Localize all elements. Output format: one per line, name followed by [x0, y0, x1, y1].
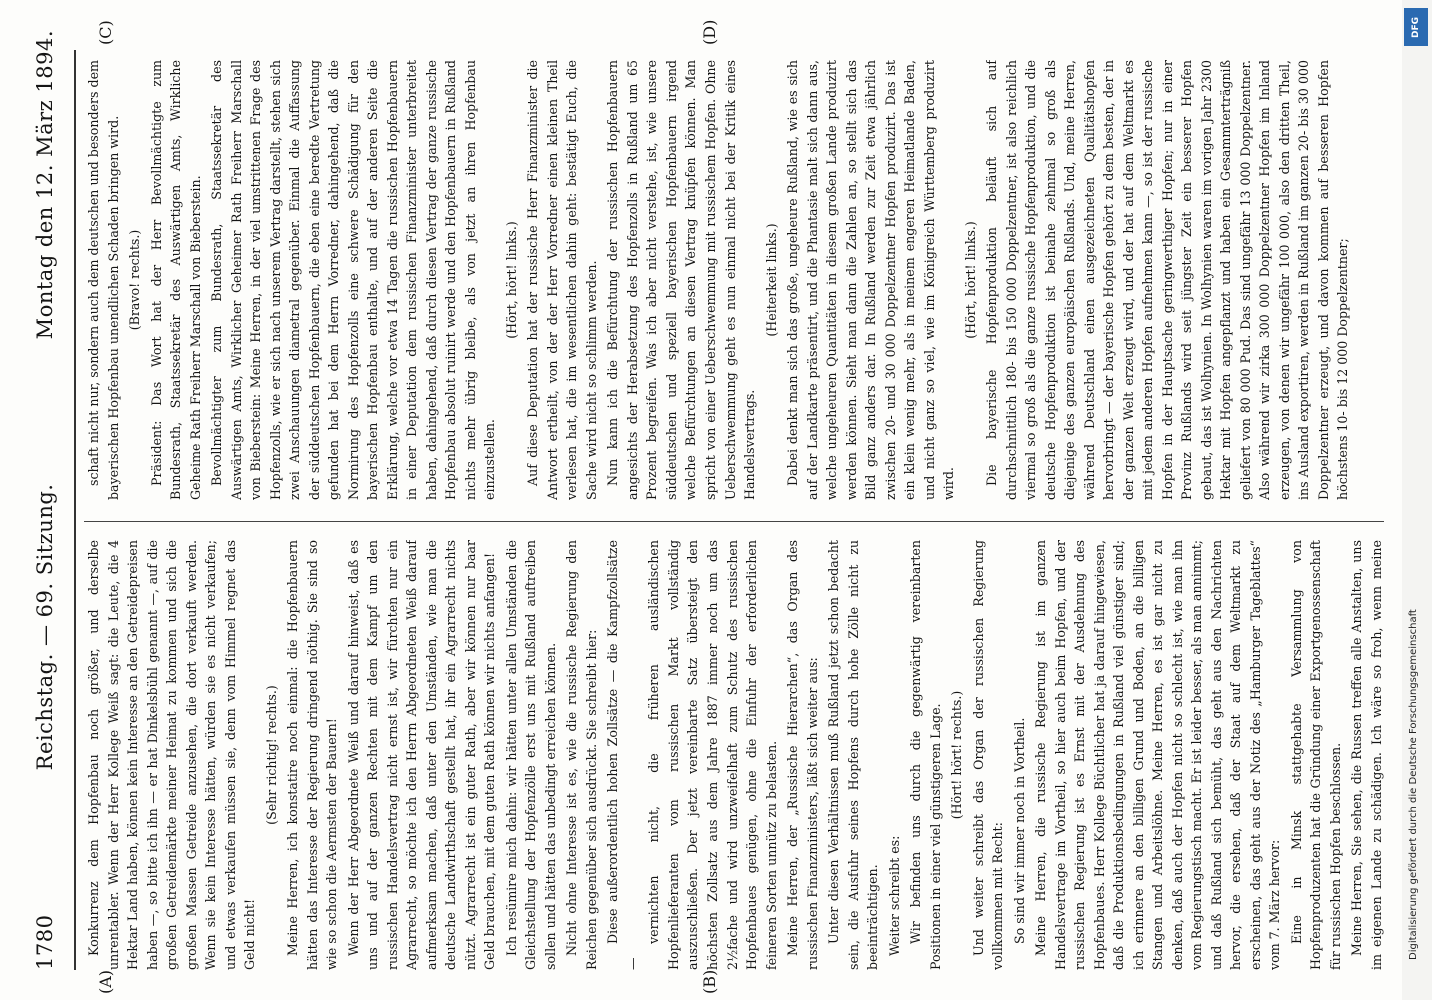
margin-mark-b: (B) [700, 969, 719, 994]
page-number: 1780 [33, 914, 57, 970]
paragraph: Nicht ohne Interesse ist es, wie die russische Regierung den Reichen gegenüber sich ausdrückt. Sie schreibt hier: [564, 540, 599, 970]
paragraph: Wenn der Herr Abgeordnete Weiß und darauf hinweist, daß es uns und auf der ganzen Rechten mit dem Kampf um den russischen Handelsvertrag nicht ernst ist, wir fürchten nur ein Agrarrecht, so möchte ich den Herrn Abgeordneten Weiß darauf aufmerksam machen, daß unter den Umständen, wie man die deutsche Landwirthschaft gestellt hat, ihr ein Agrarrecht nichts nützt. Agrarrecht ist ein guter Rath, aber wir können nur baar Geld brauchen, mit dem guten Rath können wir nichts anfangen! [345, 540, 498, 970]
digitization-credit: Digitalisierung gefördert durch die Deutsche Forschungsgemeinschaft [1408, 609, 1419, 960]
interjection: (Sehr richtig! rechts.) [263, 685, 279, 825]
interjection: (Heiterkeit links.) [763, 223, 779, 337]
header-rule [74, 50, 76, 970]
quotation: Unter diesen Verhältnissen muß Rußland jetzt schon bedacht sein, die Ausfuhr seines Hopfens durch hohe Zölle nicht zu beeinträchtigen. [826, 540, 881, 970]
margin-mark-d: (D) [700, 19, 719, 45]
paragraph: Meine Herren, die russische Regierung ist im ganzen Handelsvertrage im Vortheil, so hier auch beim Hopfen, und der russischen Regierung ist es Ernst mit der Ausdehnung des Hopfenbaues. Herr Kollege Büchtlicher hat ja darauf hingewiesen, daß die Produktionsbedingungen in Rußland viel günstiger sind; ich erinnere an den billigen Grund und Boden, an die billigen Stangen und Arbeitslöhne. Meine Herren, es ist gar nicht zu denken, daß auch der Hopfen nicht so schlecht ist, wie man ihn vom Regierungstisch macht. Er ist leider besser, als man annimmt; und daß Rußland sich bemüht, das geht aus den Nachrichten hervor, die ersehen, daß der Staat auf dem Weltmarkt zu erscheinen, das geht aus der Notiz des „Hamburger Tageblattes“ vom 7. März hervor: [1033, 540, 1283, 970]
paragraph: Weiter schreibt es: [886, 835, 902, 956]
paragraph: Bevollmächtigter zum Bundesrath, Staatssekretär des Auswärtigen Amts, Wirklicher Geheimer Rath Freiherr Marschall von Bieberstein: Meine Herren, in der viel umstrittenen Frage des Hopfenzolls, wie er sich nach unserem Vertrag darstellt, stehen sich zwei Anschauungen diametral gegenüber. Einmal die Auffassung der süddeutschen Hopfenbauern, die eben eine beredte Vertretung gefunden hat bei dem Herrn Vorredner, dahingehend, daß die Normirung des Hopfenzolls eine schwere Schädigung für den bayerischen Hopfenbau enthalte, und auf der anderen Seite die Erklärung, welche vor etwa 14 Tagen die russischen Hopfenbauern in einer Deputation dem russischen Finanzminister unterbreitet haben, dahingehend, daß durch diesen Vertrag der ganze russische Hopfenbau absolut ruinirt werde und den Hopfenbauern in Rußland nichts mehr übrig bleibe, als von jetzt an ihren Hopfenbau einzustellen. [209, 60, 498, 500]
margin-mark-c: (C) [96, 20, 115, 45]
paragraph: Meine Herren, der „Russische Hierarchen“, das Organ des russischen Finanzministers, läßt sich weiter aus: [785, 540, 820, 970]
paragraph: Auf diese Deputation hat der russische Herr Finanzminister die Antwort ertheilt, von der der Herr Vorredner einen kleinen Theil verlesen hat, die im wesentlichen dahin geht: bestätigt Euch, die Sache wird nicht so schlimm werden. [525, 60, 599, 500]
quotation: Wir befinden uns durch die gegenwärtig vereinbarten Positionen in einer viel günstigeren Lage. [908, 540, 943, 970]
quotation: Diese außerordentlich hohen Zollsätze — die Kampfzollsätze — [605, 540, 640, 970]
paragraph: Dabei denkt man sich das große, ungeheure Rußland, wie es sich auf der Landkarte präsentirt, und die Phantasie malt sich dann aus, welche ungeheuren Quantitäten in diesem großen Lande produzirt werden können. Sieht man dann die Zahlen an, so stellt sich das Bild ganz anders dar. In Rußland werden zur Zeit etwa jährlich zwischen 20- und 30 000 Doppelzentner Hopfen produzirt. Das ist ein klein wenig mehr, als in meinem engeren Heimatlande Baden, und nicht ganz so viel, wie im Königreich Württemberg produzirt wird. [785, 60, 957, 500]
margin-mark-a: (A) [96, 969, 115, 994]
interjection: (Hört, hört! links.) [962, 221, 978, 339]
paragraph: Und weiter schreibt das Organ der russischen Regierung vollkommen mit Recht: [970, 540, 1006, 970]
quotation: vernichten nicht, die früheren ausländischen Hopfenlieferanten vom russischen Markt vollständig auszuschließen. Der jetzt vereinbarte Satz übersteigt den höchsten Zollsatz aus dem Jahre 1887 immer noch um das 2½fache und wird unzweifelhaft zum Schutz des russischen Hopfenbaues genügen, ohne die Einfuhr der erforderlichen feineren Sorten unnütz zu belasten. [646, 540, 779, 970]
paragraph: Konkurrenz dem Hopfenbau noch größer, und derselbe unrentabler. Wenn der Herr Kollege Weiß sagt: die Leute, die 4 Hektar Land haben, können kein Interesse an den Getreidepreisen haben —, so bitte ich ihn — er hat Dinkelsbühl genannt —, auf die großen Getreidemärkte meiner Heimat zu kommen und sich die großen Massen Getreide anzusehen, die dort verkauft werden. Wenn sie kein Interesse hätten, würden sie es nicht verkaufen; und etwas verkaufen müssen sie, denn vom Himmel regnet das Geld nicht! [86, 540, 258, 970]
interjection: (Bravo! rechts.) [127, 229, 143, 331]
paragraph: schaft nicht nur, sondern auch dem deutschen und besonders dem bayerischen Hopfenbau unendlichen Schaden bringen wird. [86, 60, 121, 500]
quotation: Eine in Minsk stattgehabte Versammlung von Hopfenproduzenten hat die Gründung einer Exportgenossenschaft für russischen Hopfen beschlossen. [1288, 540, 1343, 970]
left-column [84, 540, 1384, 970]
running-title: Reichstag. — 69. Sitzung. [33, 483, 57, 771]
paragraph: Meine Herren, ich konstatire noch einmal: die Hopfenbauern hätten das Interesse der Regierung dringend nöthig. Sie sind so wie so schon die Aermsten der Bauern! [285, 540, 340, 970]
paragraph: Meine Herren, Sie sehen, die Russen treffen alle Anstalten, uns im eigenen Lande zu schädigen. Ich wäre so froh, wenn meine [1349, 540, 1384, 970]
paragraph: Ich resümire mich dahin: wir hätten unter allen Umständen die Gleichstellung der Hopfenzölle erst uns mit Rußland auftreiben sollen und hätten das unbedingt erreichen können. [503, 540, 558, 970]
column-divider [84, 521, 1384, 522]
paragraph: Nun kann ich die Befürchtung der russischen Hopfenbauern angesichts der Herabsetzung des Hopfenzolls in Rußland um 65 Prozent begreifen. Was ich aber nicht verstehe, ist, wie unsere süddeutschen und speziell bayerischen Hopfenbauern irgend welche Befürchtungen an diesen Vertrag knüpfen können. Man spricht von einer Ueberschwemmung mit russischem Hopfen. Ohne Ueberschwemmung geht es nun einmal nicht bei der Kritik eines Handelsvertrags. [605, 60, 758, 500]
interjection: (Hört! hört! rechts.) [949, 690, 965, 820]
page-header [22, 30, 68, 970]
interjection: (Hört, hört! links.) [503, 221, 519, 339]
right-column [84, 60, 1384, 500]
session-date: Montag den 12. März 1894. [33, 30, 57, 340]
dfg-logo: DFG [1404, 8, 1428, 46]
paragraph: Die bayerische Hopfenproduktion beläuft sich auf durchschnittlich 180- bis 150 000 Doppelzentner, ist also reichlich viermal so groß als die ganze russische Hopfenproduktion, und die deutsche Hopfenproduktion ist beinahe zehnmal so groß als diejenige des ganzen europäischen Rußlands. Und, meine Herren, während Deutschland einen ausgezeichneten Qualitätshopfen hervorbringt — der bayerische Hopfen gehört zu dem besten, der in der ganzen Welt erzeugt wird, und der hat auf dem Weltmarkt es mit jedem anderen Hopfen aufnehmen kann —, so ist der russische Hopfen in der Hauptsache geringwerthiger Hopfen; nur in einer Provinz Rußlands wird seit jüngster Zeit ein besserer Hopfen gebaut, das ist Wolhynien. In Wolhynien waren im vorigen Jahr 2300 Hektar mit Hopfen angepflanzt und haben ein Gesammterträgniß geliefert von 80 000 Pud. Das sind ungefähr 13 000 Doppelzentner. Also während wir zirka 300 000 Doppelzentner Hopfen im Inland erzeugen, von denen wir ungefähr 100 000, also den dritten Theil, ins Ausland exportiren, werden in Rußland im ganzen 20- bis 30 000 Doppelzentner erzeugt, und davon kommen auf besseren Hopfen höchstens 10- bis 12 000 Doppelzentner; [984, 60, 1351, 500]
quotation: So sind wir immer noch in Vortheil. [1011, 717, 1027, 944]
paragraph: Präsident: Das Wort hat der Herr Bevollmächtigte zum Bundesrath, Staatssekretär des Auswärtigen Amts, Wirkliche Geheime Rath Freiherr Marschall von Bieberstein. [148, 60, 203, 500]
